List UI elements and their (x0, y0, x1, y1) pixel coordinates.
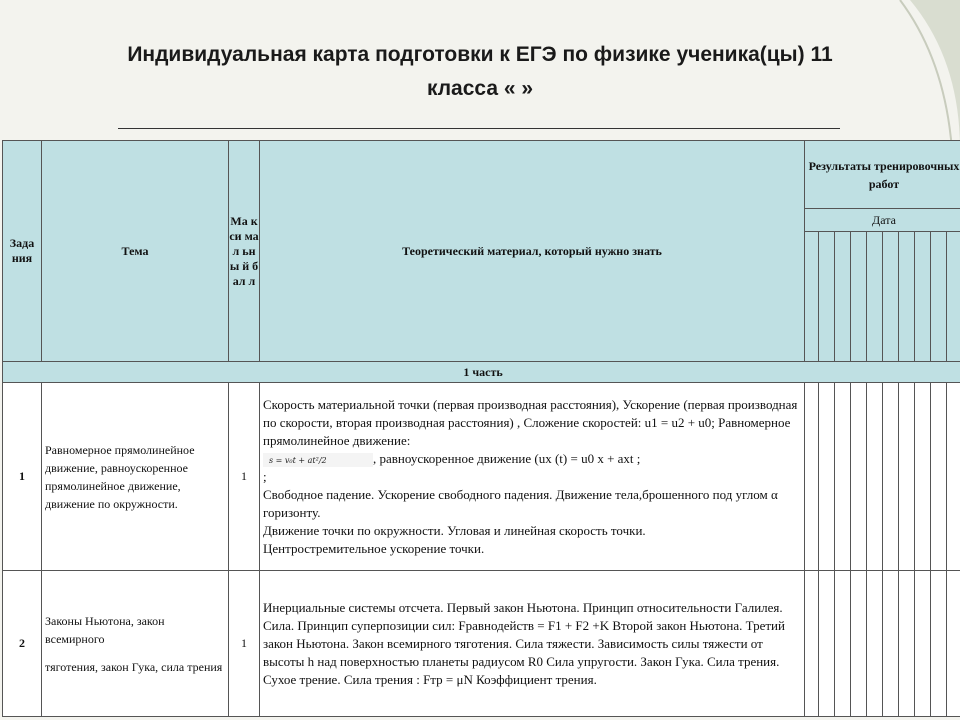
result-date-cell[interactable] (947, 232, 960, 362)
result-cell[interactable] (819, 571, 835, 717)
header-date: Дата (805, 209, 960, 232)
result-date-cell[interactable] (851, 232, 867, 362)
result-cell[interactable] (899, 383, 915, 571)
result-cell[interactable] (805, 571, 819, 717)
result-cell[interactable] (851, 571, 867, 717)
result-date-cell[interactable] (835, 232, 851, 362)
result-cell[interactable] (931, 571, 947, 717)
topic-cell: Равномерное прямолинейное движение, равноускоренное прямолинейное движение, движение по окружности. (42, 383, 229, 571)
header-topic: Тема (42, 141, 229, 362)
result-cell[interactable] (835, 383, 851, 571)
topic-cell (42, 571, 229, 717)
result-cell[interactable] (835, 571, 851, 717)
header-task: Зада ния (3, 141, 42, 362)
section-part-1: 1 часть (3, 362, 960, 383)
table-row (3, 383, 960, 571)
theory-formula-line (263, 450, 801, 468)
table-row (3, 571, 960, 717)
topic-text: тяготения, закон Гука, сила трения (45, 659, 223, 674)
result-cell[interactable] (883, 383, 899, 571)
max-score-cell: 1 (229, 383, 260, 571)
theory-cell: Инерциальные системы отсчета. Первый закон Ньютона. Принцип относительности Галилея. Сила. Принцип суперпозиции сил: Fравнодейств = F1 + F2 +K Второй закон Ньютона. Третий закон Ньютона. Закон всемирного тяготения. Сила тяжести. Зависимость силы тяжести от высоты h над поверхностью планеты радиусом R0 Сила упругости. Закон Гука. Сила трения. Сухое трение. Сила трения : Fтр = μN Коэффициент трения. (260, 571, 805, 717)
result-cell[interactable] (805, 383, 819, 571)
header-results: Результаты тренировочных работ (805, 141, 960, 209)
header-theory: Теоретический материал, который нужно знать (260, 141, 805, 362)
header-max-score: Ма кси мал ьны й бал л (229, 141, 260, 362)
title-line-2: класса « » (426, 77, 534, 100)
result-date-cell[interactable] (915, 232, 931, 362)
theory-text: ; (263, 468, 267, 484)
result-cell[interactable] (883, 571, 899, 717)
result-date-cell[interactable] (867, 232, 883, 362)
task-number: 1 (3, 383, 42, 571)
result-cell[interactable] (915, 383, 931, 571)
student-name-line (118, 128, 840, 129)
result-date-cell[interactable] (819, 232, 835, 362)
theory-cell (260, 383, 805, 571)
result-cell[interactable] (931, 383, 947, 571)
result-cell[interactable] (867, 571, 883, 717)
result-cell[interactable] (851, 383, 867, 571)
theory-text: , равноускоренное движение (ux (t) = u0 x + axt ; (373, 450, 641, 466)
task-number: 2 (3, 571, 42, 717)
page-title (40, 38, 920, 106)
result-cell[interactable] (867, 383, 883, 571)
result-date-cell[interactable] (899, 232, 915, 362)
formula-image (263, 453, 373, 467)
result-cell[interactable] (947, 571, 960, 717)
max-score-cell: 1 (229, 571, 260, 717)
result-cell[interactable] (819, 383, 835, 571)
topic-text: Законы Ньютона, закон всемирного (45, 613, 165, 646)
result-cell[interactable] (899, 571, 915, 717)
theory-text: Скорость материальной точки (первая производная расстояния), Ускорение (первая производная по скорости, вторая производная расстояния) , Сложение скоростей: u1 = u2 + u0; Равномерное прямолинейное движение: (263, 396, 798, 448)
theory-text: Движение точки по окружности. Угловая и линейная скорость точки. (263, 522, 646, 538)
result-cell[interactable] (915, 571, 931, 717)
result-date-cell[interactable] (805, 232, 819, 362)
theory-text: Центростремительное ускорение точки. (263, 540, 485, 556)
theory-text: Свободное падение. Ускорение свободного падения. Движение тела,брошенного под углом α горизонту. (263, 486, 778, 520)
prep-card-table (2, 140, 960, 717)
result-date-cell[interactable] (931, 232, 947, 362)
svg-text:s = v₀t + at²/2: s = v₀t + at²/2 (269, 455, 327, 465)
title-line-1: Индивидуальная карта подготовки к ЕГЭ по физике ученика(цы) 11 (127, 43, 833, 66)
result-cell[interactable] (947, 383, 960, 571)
result-date-cell[interactable] (883, 232, 899, 362)
